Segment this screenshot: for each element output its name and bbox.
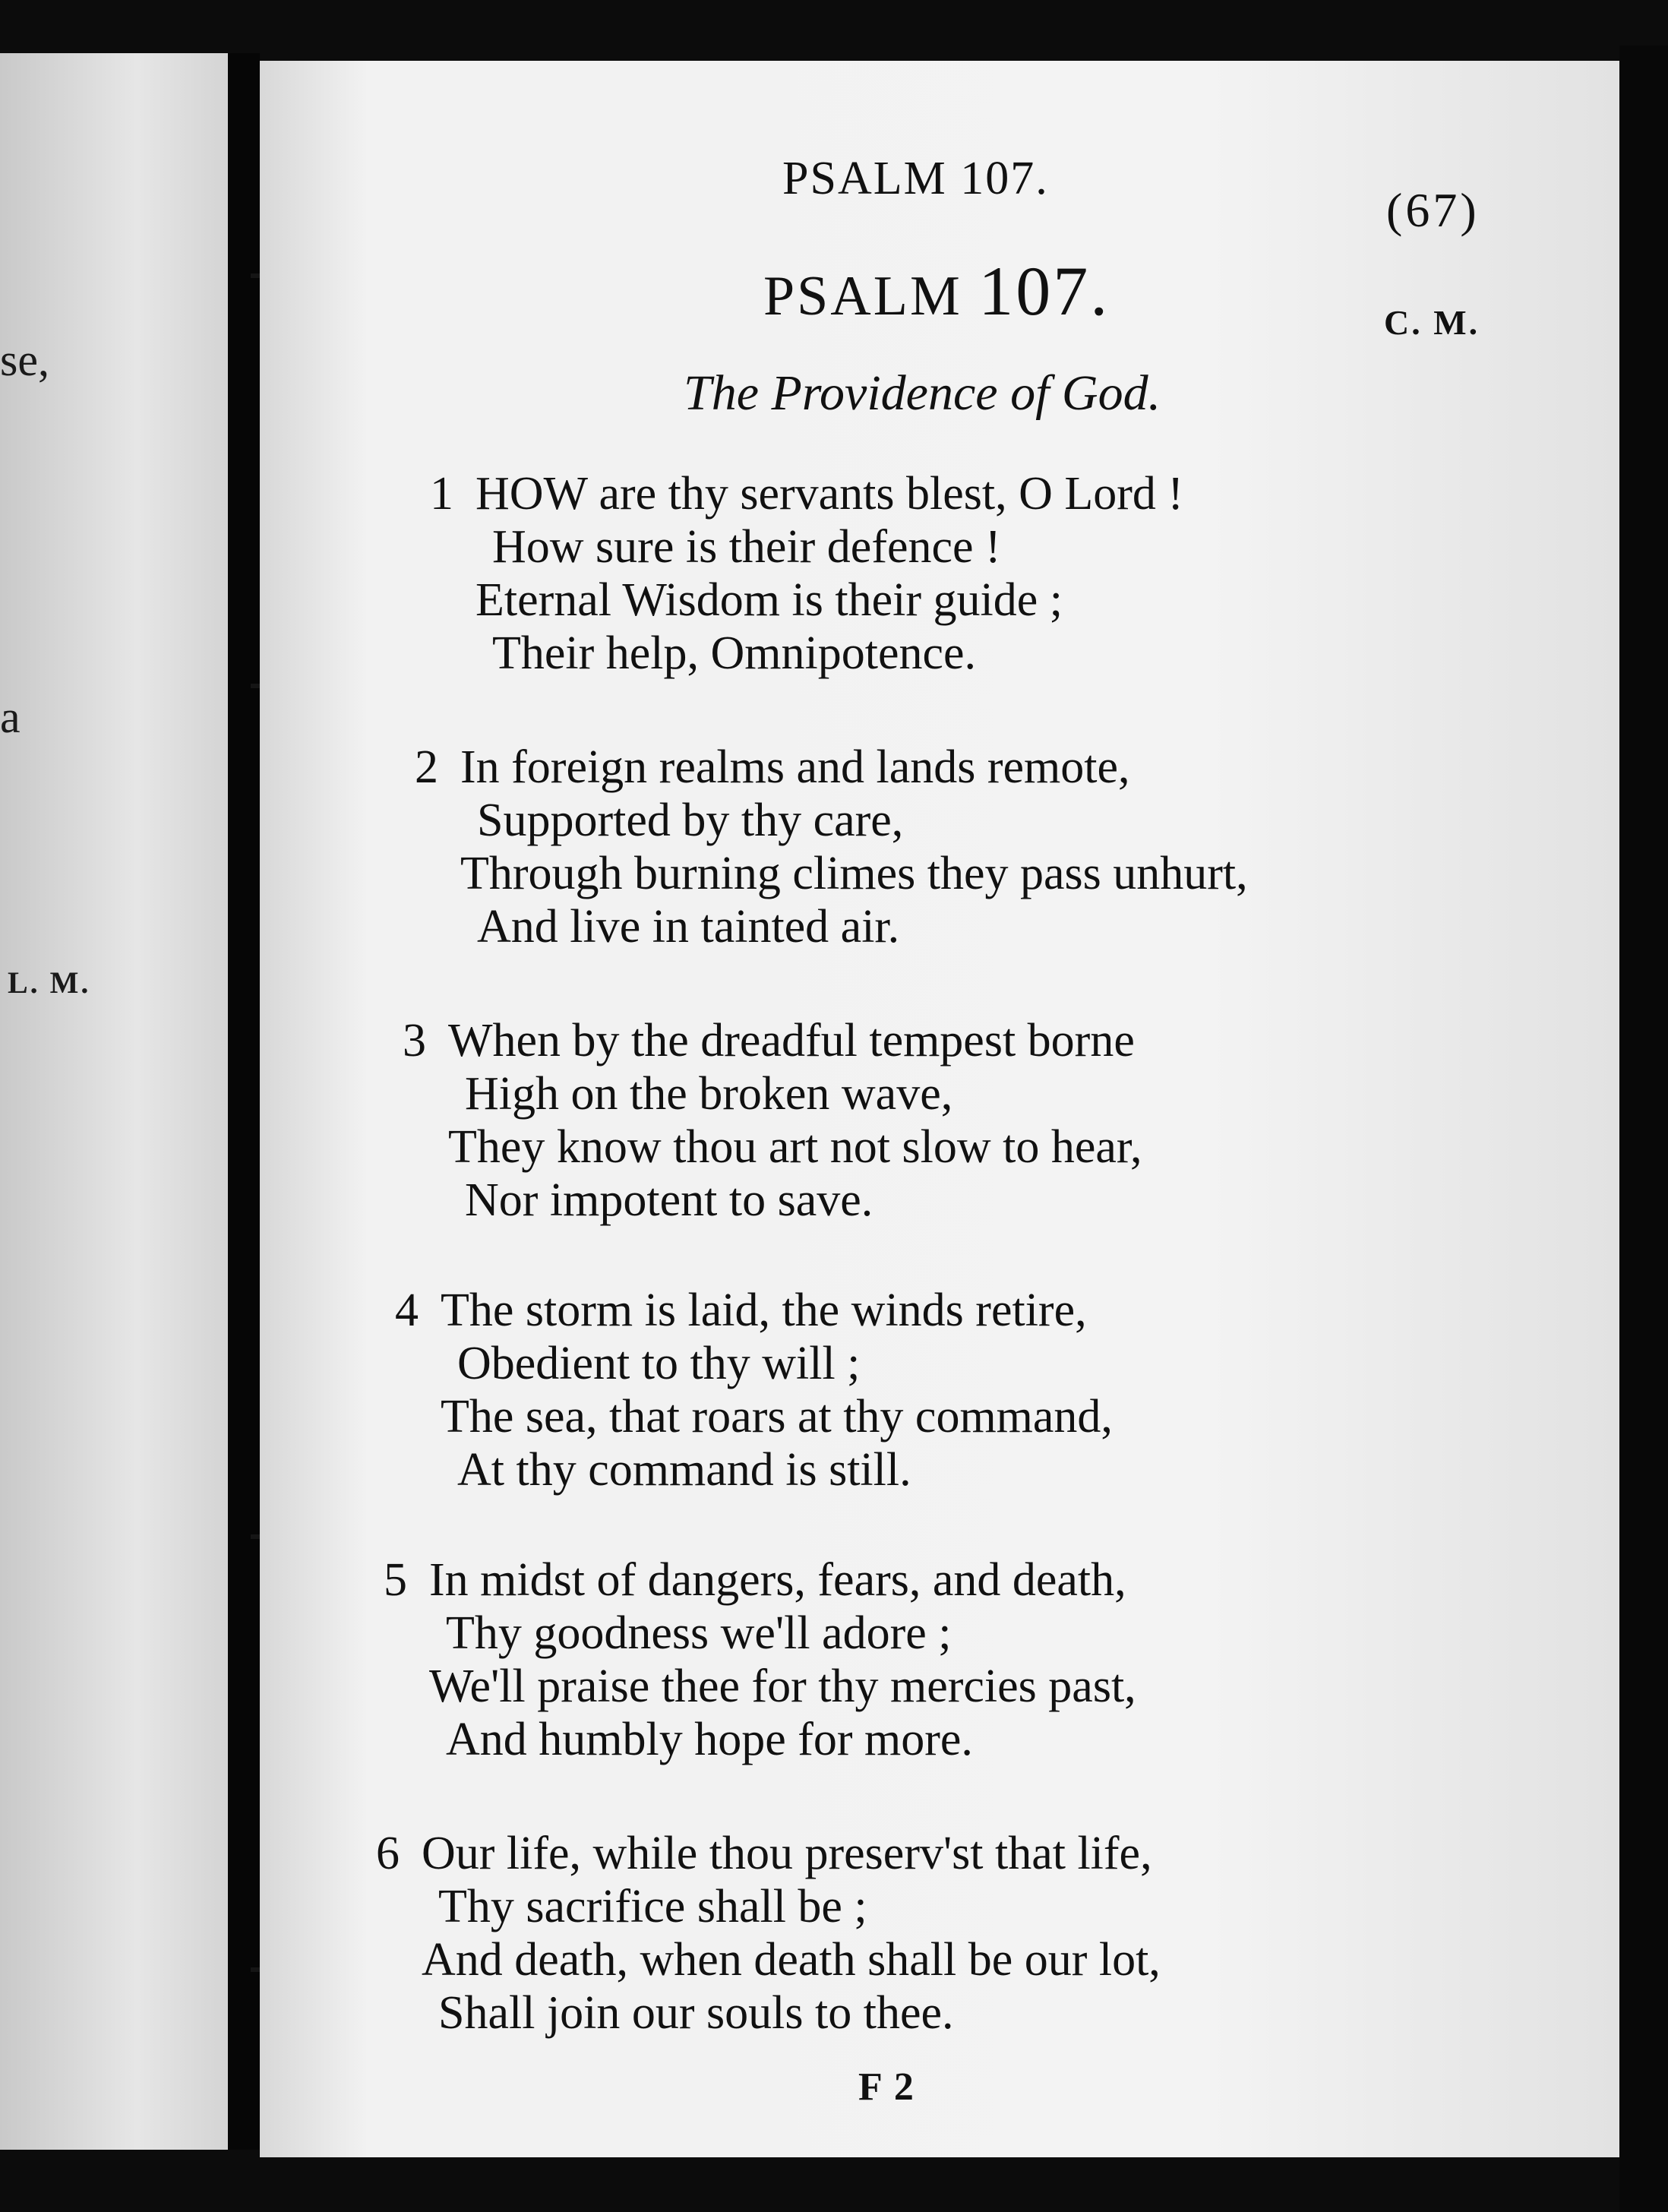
verse-line: The storm is laid, the winds retire, — [441, 1285, 1087, 1336]
left-page-meter: L. M. — [8, 965, 91, 1000]
verse-line: HOW are thy servants blest, O Lord ! — [475, 468, 1184, 520]
verse-line: Supported by thy care, — [477, 795, 904, 846]
verse-line: Their help, Omnipotence. — [492, 627, 977, 679]
left-page-fragment: a — [0, 692, 21, 742]
verse-number: 6 — [376, 1828, 400, 1879]
meter-label: C. M. — [1384, 303, 1480, 342]
left-page — [0, 53, 228, 2150]
verse — [430, 467, 1183, 680]
verse-number: 3 — [403, 1015, 426, 1066]
verse-line: Shall join our souls to thee. — [438, 1987, 954, 2039]
verse-line: Obedient to thy will ; — [457, 1338, 861, 1389]
psalm-title — [763, 251, 1110, 331]
verse-number: 5 — [384, 1554, 407, 1606]
verse-line: They know thou art not slow to hear, — [448, 1121, 1142, 1173]
verse-line: And humbly hope for more. — [446, 1714, 973, 1765]
verse — [415, 741, 1248, 953]
verse-line: Thy goodness we'll adore ; — [446, 1607, 952, 1659]
running-head: PSALM 107. — [782, 153, 1049, 204]
verse — [384, 1553, 1136, 1766]
verse-number: 1 — [430, 468, 453, 520]
verse-line: The sea, that roars at thy command, — [441, 1391, 1113, 1443]
signature-mark: F 2 — [858, 2065, 915, 2109]
verse-line: Eternal Wisdom is their guide ; — [475, 574, 1063, 626]
book-binding — [228, 53, 260, 2150]
verse-line: How sure is their defence ! — [492, 521, 1001, 573]
verse — [376, 1827, 1161, 2040]
verse-line: In midst of dangers, fears, and death, — [429, 1554, 1126, 1606]
verse-line: Thy sacrifice shall be ; — [438, 1881, 867, 1932]
psalm-title-word: PSALM — [763, 265, 962, 327]
verse-line: At thy command is still. — [457, 1444, 911, 1496]
verse-line: In foreign realms and lands remote, — [460, 741, 1130, 793]
verse — [403, 1014, 1142, 1227]
page-edge — [1619, 46, 1668, 2212]
verse-line: When by the dreadful tempest borne — [448, 1015, 1135, 1066]
left-page-fragment: se, — [0, 335, 49, 385]
psalm-subtitle: The Providence of God. — [684, 365, 1161, 421]
verse-line: Through burning climes they pass unhurt, — [460, 848, 1248, 899]
verse-line: Nor impotent to save. — [465, 1174, 873, 1226]
verse-line: High on the broken wave, — [465, 1068, 953, 1120]
psalm-title-number: 107. — [978, 252, 1110, 330]
verse-line: And death, when death shall be our lot, — [422, 1934, 1161, 1986]
verse-line: Our life, while thou preserv'st that life, — [422, 1828, 1152, 1879]
verse-number: 2 — [415, 741, 438, 793]
verse-line: And live in tainted air. — [477, 901, 900, 953]
verse-number: 4 — [395, 1285, 419, 1336]
verse — [395, 1284, 1113, 1496]
verse-line: We'll praise thee for thy mercies past, — [429, 1661, 1136, 1712]
page-number: (67) — [1386, 183, 1480, 237]
